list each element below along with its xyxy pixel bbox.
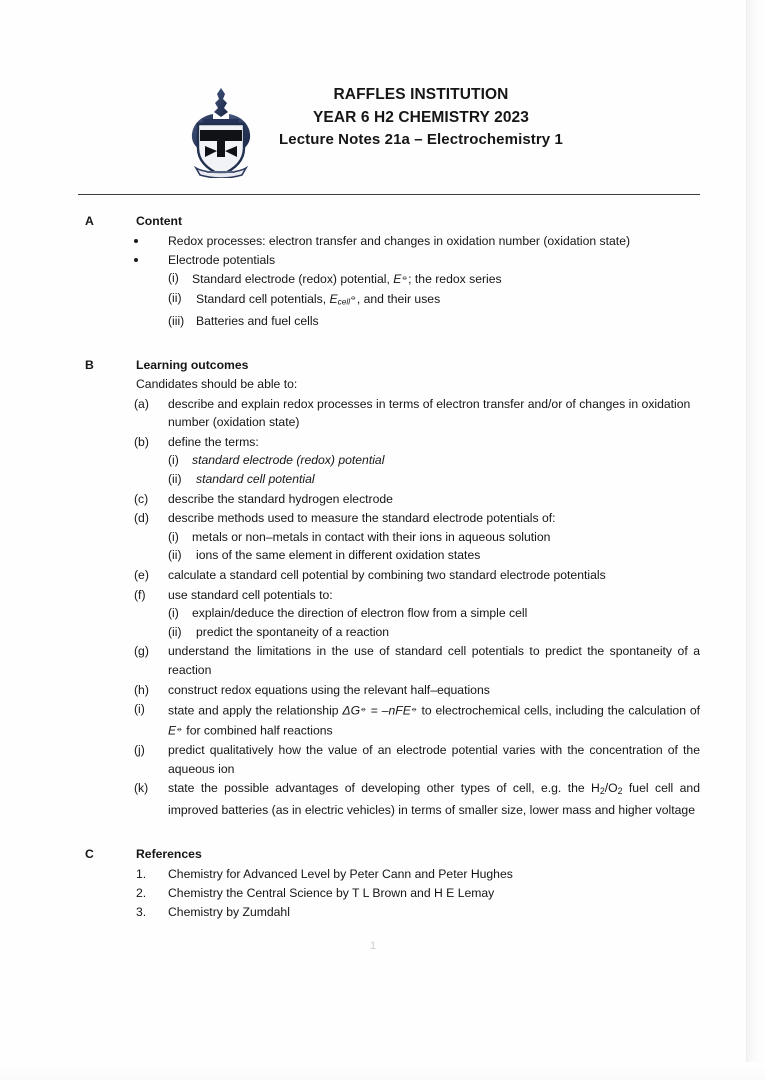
section-content [0,213,746,330]
list-marker: (ii) [168,290,182,305]
list-item-text: Electrode potentials [168,252,276,267]
list-marker: (ii) [168,548,182,563]
course-line: YEAR 6 H2 CHEMISTRY 2023 [312,108,530,126]
list-marker: (e) [134,568,149,583]
subscript-cell: cell [337,297,351,307]
list-item-text: standard cell potential [196,472,315,487]
section-title: Content [136,214,183,228]
list-item [0,433,746,452]
list-item [0,642,746,679]
section-c-heading [0,846,746,864]
list-item [0,490,746,509]
list-item-text: predict qualitatively how the value of an electrode potential varies with the concentration of the aqueous ion [168,743,700,776]
document-body [0,213,746,922]
list-item-text: define the terms: [168,434,259,449]
list-item [0,623,746,642]
text-part-2: /O [604,781,618,796]
list-item-text: explain/deduce the direction of electron flow from a simple cell [192,606,528,621]
section-title: Learning outcomes [136,358,249,373]
list-marker: (ii) [168,624,182,639]
list-item [0,509,746,528]
section-letter: A [85,214,94,228]
list-item [0,251,746,270]
list-marker: (j) [134,743,145,758]
list-item [0,604,746,623]
list-marker: (d) [134,511,149,526]
list-item-text: standard electrode (redox) potential [192,453,385,468]
list-item [0,903,746,922]
list-item-text: metals or non–metals in contact with their ions in aqueous solution [192,529,551,544]
list-marker: (i) [168,453,179,468]
lecture-title: Lecture Notes 21a – Electrochemistry 1 [279,131,563,148]
section-letter: B [85,358,94,373]
section-b-heading [0,357,746,375]
list-item-text [168,700,700,740]
text-part-1: state and apply the relationship [168,703,343,718]
list-item-text [192,272,502,286]
list-item-text: Chemistry for Advanced Level by Peter Cann and Peter Hughes [168,867,513,882]
list-item [0,312,746,331]
text-before: Standard cell potentials, [196,292,330,307]
text-part-1: state the possible advantages of developing other types of cell, e.g. the H [168,781,600,796]
list-item-text: ions of the same element in different oxidation states [196,548,481,563]
list-marker: (h) [134,682,149,697]
list-marker: (f) [134,587,146,602]
list-marker: 2. [136,886,147,901]
list-item-text: describe and explain redox processes in terms of electron transfer and/or of changes in oxidation number (oxidation state) [168,396,691,430]
list-item [0,566,746,585]
text-after: ; the redox series [408,272,502,287]
section-letter: C [85,847,94,862]
list-item [0,395,746,432]
list-item [0,779,746,819]
text-part-3: fuel cell and improved batteries (as in electric vehicles) in terms of smaller size, lower mass and higher voltage [168,781,700,817]
formula-delta-g: ΔG [342,703,361,718]
section-a-heading [0,213,746,231]
list-item-text: predict the spontaneity of a reaction [196,624,390,639]
list-item [0,546,746,565]
formula-nfe: nFE [388,703,411,718]
section-learning-outcomes [0,357,746,819]
page-number: 1 [369,940,377,952]
list-marker: (i) [168,271,179,285]
list-item-text: understand the limitations in the use of standard cell potentials to predict the spontaneity of a reaction [168,644,700,677]
section-intro: Candidates should be able to: [136,377,298,392]
symbol-E: E [168,723,177,738]
list-item [0,884,746,903]
list-item [0,232,746,251]
list-item-text: Redox processes: electron transfer and changes in oxidation number (oxidation state) [168,234,631,248]
text-before: Standard electrode (redox) potential, [192,272,394,287]
subscript-hydrogen: 2 [599,786,605,797]
header-divider [78,194,700,195]
page-bottom-edge [0,1062,765,1080]
list-marker: (a) [134,396,149,411]
standard-state-symbol: ⦵ [401,273,409,282]
list-marker: (ii) [168,472,182,487]
symbol-E: E [393,272,402,287]
raffles-institution-crest-icon [183,86,259,178]
list-marker: (c) [134,491,149,506]
list-item [0,681,746,700]
section-spacer [0,819,746,846]
list-item [0,289,746,312]
list-item-text: construct redox equations using the relevant half–equations [168,682,490,697]
list-marker: (g) [134,644,149,659]
list-marker: (k) [134,781,149,796]
section-references [0,846,746,921]
list-item-text: use standard cell potentials to: [168,587,333,602]
list-item [0,700,746,740]
school-name: RAFFLES INSTITUTION [333,86,509,103]
standard-state-symbol: ⦵ [350,292,357,302]
list-marker: (iii) [168,313,185,328]
title-block [279,80,563,152]
page-edge-shadow [746,0,765,1080]
list-item [0,741,746,778]
list-item [0,269,746,289]
list-item-text: Batteries and fuel cells [196,313,319,328]
symbol-E: E [329,292,338,307]
formula-operator: = – [366,703,389,718]
list-item-text: describe methods used to measure the standard electrode potentials of: [168,511,556,526]
section-spacer [0,330,746,357]
text-part-2: to electrochemical cells, including the calculation of [417,703,700,718]
list-marker: (b) [134,434,149,449]
list-item [0,451,746,470]
list-marker: (i) [134,702,145,717]
list-marker: 3. [136,905,147,920]
list-item [0,470,746,489]
list-marker: (i) [168,529,179,544]
text-part-3: for combined half reactions [182,723,333,738]
list-item-text: Chemistry by Zumdahl [168,905,290,920]
list-item-text [196,292,440,306]
list-item [0,586,746,605]
standard-state-symbol: ⦵ [176,724,183,734]
bullet-icon [134,239,138,243]
list-marker: 1. [136,867,147,882]
list-item-text: calculate a standard cell potential by combining two standard electrode potentials [168,568,606,583]
list-item-text: Chemistry the Central Science by T L Brown and H E Lemay [168,886,495,901]
list-marker: (i) [168,606,179,621]
bullet-icon [134,258,138,262]
list-item [0,528,746,547]
standard-state-symbol: ⦵ [360,704,367,714]
list-item [0,865,746,884]
list-item-text [168,779,700,819]
subscript-oxygen: 2 [617,786,623,797]
standard-state-symbol: ⦵ [410,704,418,714]
document-header [0,0,746,178]
text-after: , and their uses [356,292,441,307]
list-item-text: describe the standard hydrogen electrode [168,491,393,506]
section-title: References [136,847,202,862]
